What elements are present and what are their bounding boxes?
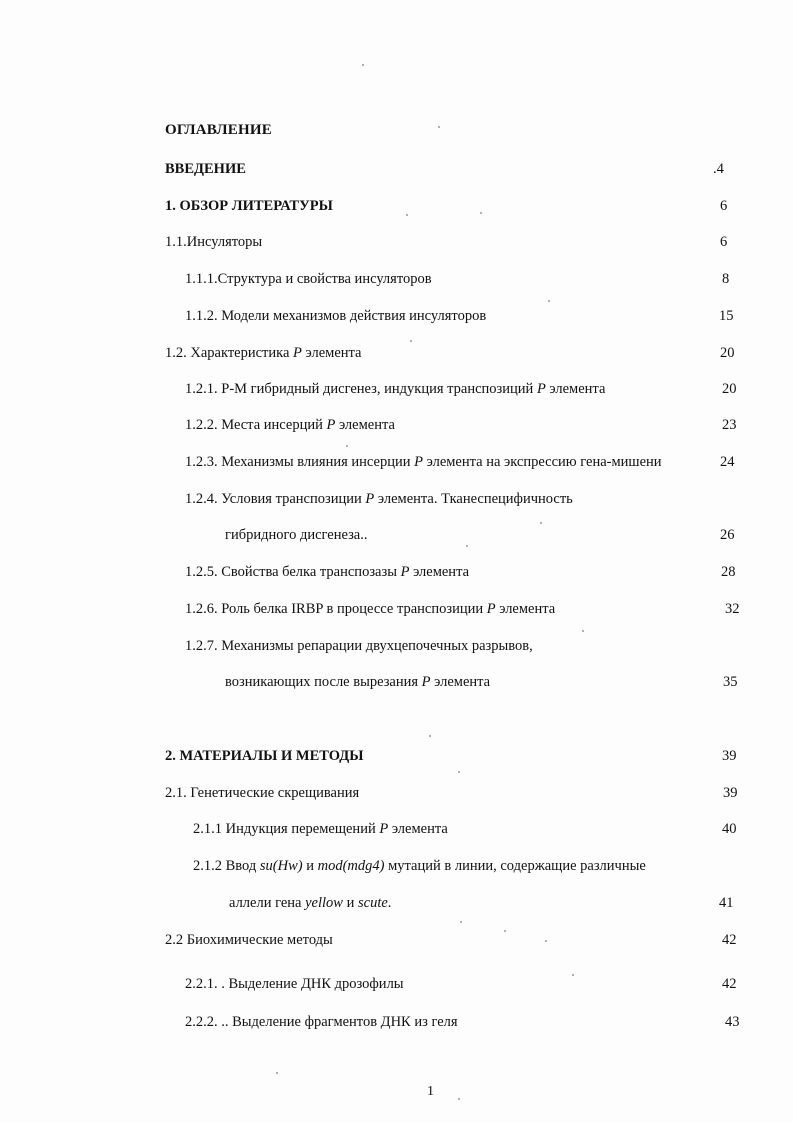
scan-speck [410, 340, 412, 342]
toc-entry-page: 42 [722, 976, 737, 992]
toc-entry-label: 1. ОБЗОР ЛИТЕРАТУРЫ [165, 198, 333, 214]
toc-entry-biochemical-methods [0, 929, 793, 951]
toc-entry-transposition-conditions [0, 488, 793, 510]
toc-entry-label: 1.2.5. Свойства белка транспозазы P элемента [185, 564, 470, 580]
toc-entry-label: 2.1.1 Индукция перемещений P элемента [193, 821, 448, 837]
toc-entry-transposition-conditions-cont [0, 524, 793, 546]
toc-entry-label: 1.1.2. Модели механизмов действия инсуляторов [185, 308, 487, 324]
toc-entry-genetic-crosses [0, 782, 793, 804]
toc-entry-gel-extraction [0, 1011, 793, 1033]
scan-speck [572, 974, 574, 976]
toc-entry-label: 2.2.1. . Выделение ДНК дрозофилы [185, 976, 404, 992]
toc-entry-label: 1.2.2. Места инсерций P элемента [185, 417, 395, 433]
toc-entry-label: гибридного дисгенеза.. [225, 527, 368, 543]
toc-entry-page: 26 [720, 527, 735, 543]
toc-entry-mutation-introduction-cont [0, 892, 793, 914]
scan-speck [545, 940, 547, 942]
toc-entry-insulator-structure [0, 268, 793, 290]
toc-entry-page: 6 [720, 198, 728, 214]
toc-entry-label: 2.1. Генетические скрещивания [165, 785, 360, 801]
toc-entry-insulators [0, 231, 793, 253]
toc-entry-page: 15 [719, 308, 734, 324]
toc-entry-introduction [0, 158, 793, 180]
toc-entry-page: 39 [723, 785, 738, 801]
scan-speck [504, 930, 506, 932]
toc-entry-page: .4 [713, 161, 724, 177]
toc-entry-page: 8 [722, 271, 730, 287]
toc-entry-label: 1.1.Инсуляторы [165, 234, 263, 250]
scan-speck [540, 522, 542, 524]
toc-entry-label: 1.2.7. Механизмы репарации двухцепочечных разрывов, [185, 638, 533, 654]
toc-entry-page: 43 [725, 1014, 740, 1030]
toc-entry-page: 42 [722, 932, 737, 948]
scan-speck [458, 1098, 460, 1100]
toc-entry-label: 2.1.2 Ввод su(Hw) и mod(mdg4) мутаций в линии, содержащие различные [193, 858, 646, 874]
toc-entry-page: 28 [721, 564, 736, 580]
toc-entry-page: 32 [725, 601, 740, 617]
toc-entry-label: 1.2.6. Роль белка IRBP в процессе транспозиции P элемента [185, 601, 556, 617]
scan-speck [480, 212, 482, 214]
toc-entry-insertion-effects [0, 451, 793, 473]
toc-entry-label: 2.2 Биохимические методы [165, 932, 333, 948]
toc-entry-pm-dysgenesis [0, 378, 793, 400]
toc-entry-dsb-repair [0, 635, 793, 657]
toc-entry-page: 40 [722, 821, 737, 837]
toc-entry-page: 20 [720, 345, 735, 361]
scan-speck [582, 630, 584, 632]
toc-entry-materials-methods [0, 745, 793, 767]
scan-speck [276, 1072, 278, 1074]
toc-entry-label: 1.2.1. Р-М гибридный дисгенез, индукция транспозиций P элемента [185, 381, 606, 397]
scan-speck [438, 126, 440, 128]
toc-title: ОГЛАВЛЕНИЕ [165, 122, 272, 138]
toc-entry-insulator-models [0, 305, 793, 327]
toc-entry-label: 1.1.1.Структура и свойства инсуляторов [185, 271, 432, 287]
toc-entry-page: 41 [719, 895, 734, 911]
toc-entry-label: ВВЕДЕНИЕ [165, 161, 246, 177]
toc-entry-label: 2. МАТЕРИАЛЫ И МЕТОДЫ [165, 748, 364, 764]
toc-entry-dsb-repair-cont [0, 671, 793, 693]
toc-entry-induction-movement [0, 818, 793, 840]
scan-speck [458, 771, 460, 773]
toc-entry-page: 23 [722, 417, 737, 433]
toc-entry-p-element-characteristics [0, 342, 793, 364]
toc-entry-mutation-introduction [0, 855, 793, 877]
toc-entry-label: возникающих после вырезания P элемента [225, 674, 491, 690]
toc-entry-insertion-sites [0, 414, 793, 436]
scan-speck [429, 735, 431, 737]
toc-entry-label: 1.2.3. Механизмы влияния инсерции P элемента на экспрессию гена-мишени [185, 454, 662, 470]
page-number: 1 [427, 1084, 434, 1099]
toc-entry-page: 35 [723, 674, 738, 690]
toc-entry-page: 20 [722, 381, 737, 397]
toc-entry-page: 24 [720, 454, 735, 470]
toc-entry-label: 2.2.2. .. Выделение фрагментов ДНК из геля [185, 1014, 458, 1030]
toc-entry-page: 6 [720, 234, 728, 250]
toc-entry-label: аллели гена yellow и scute. [229, 895, 392, 911]
scan-speck [460, 921, 462, 923]
scan-speck [406, 214, 408, 216]
toc-entry-label: 1.2.4. Условия транспозиции P элемента. Тканеспецифичность [185, 491, 573, 507]
toc-entry-page: 39 [722, 748, 737, 764]
toc-entry-literature-review [0, 195, 793, 217]
scan-speck [466, 545, 468, 547]
scan-speck [548, 300, 550, 302]
toc-entry-transposase-properties [0, 561, 793, 583]
scan-speck [346, 445, 348, 447]
toc-entry-irbp-role [0, 598, 793, 620]
toc-entry-dna-isolation [0, 973, 793, 995]
toc-entry-label: 1.2. Характеристика P элемента [165, 345, 362, 361]
scan-speck [362, 64, 364, 66]
